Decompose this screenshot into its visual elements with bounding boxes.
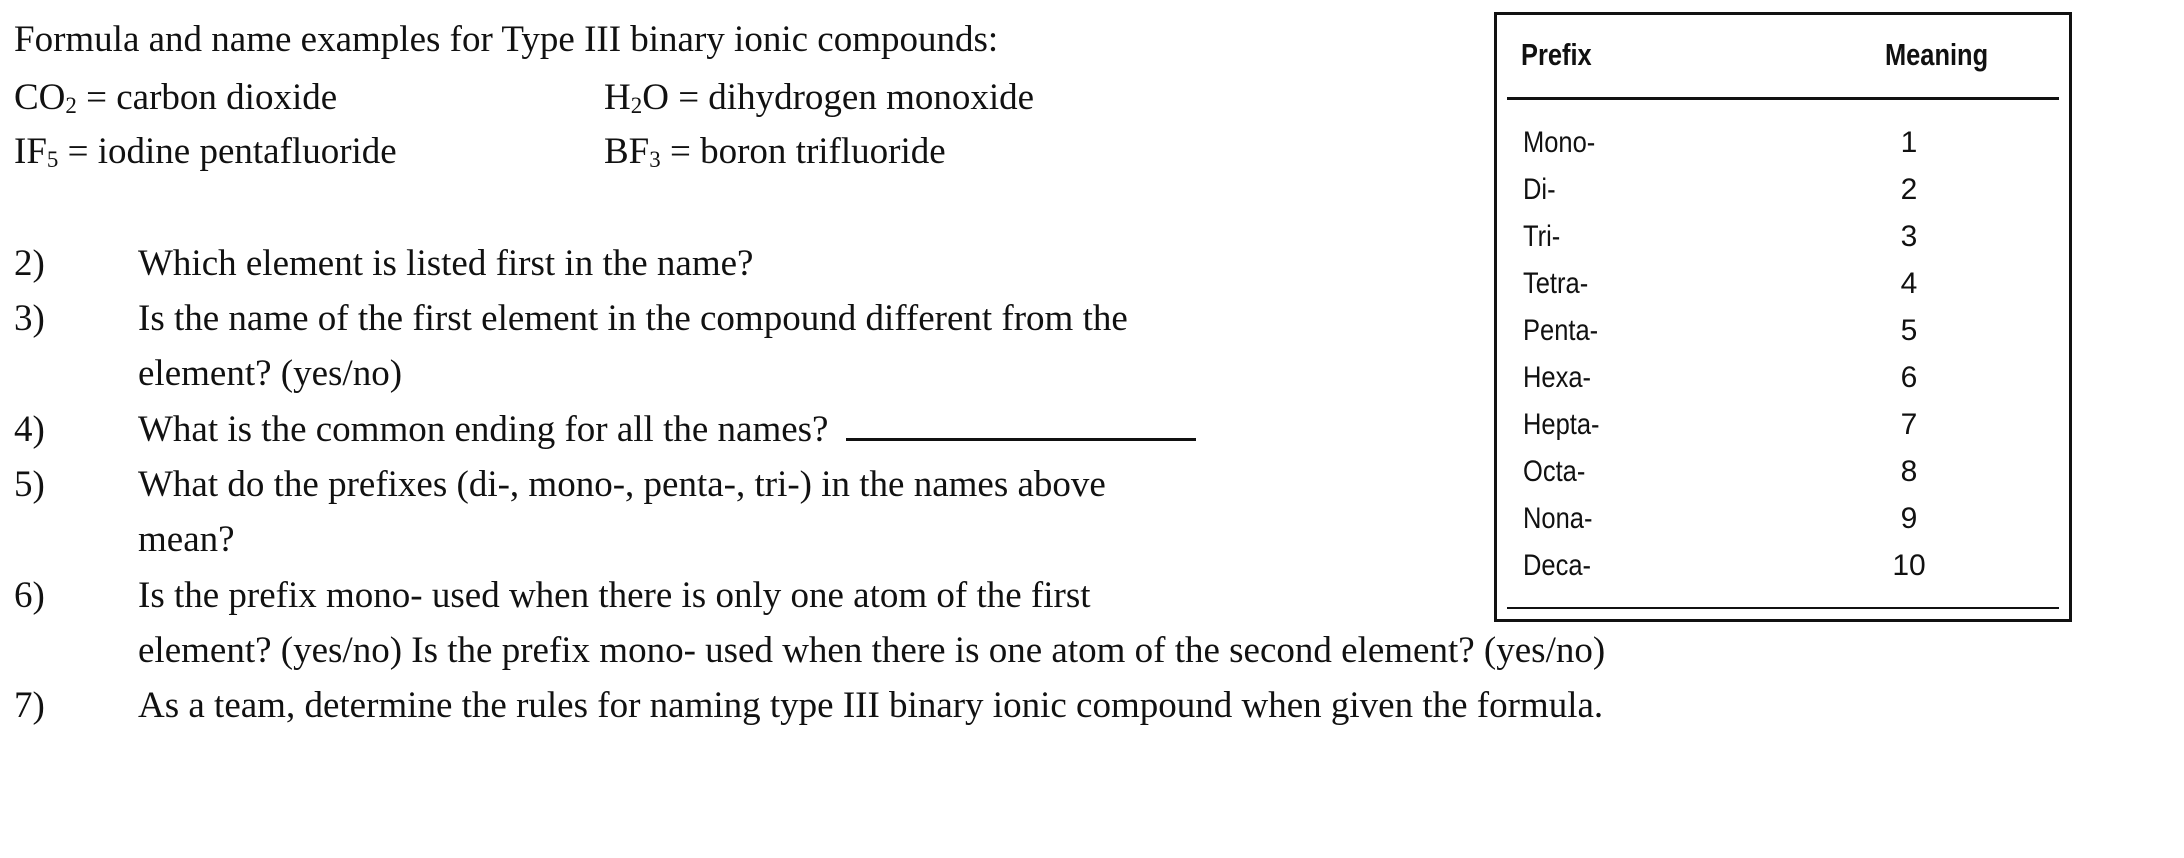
prefix-cell: Hexa- bbox=[1523, 361, 1592, 394]
meaning-cell: 2 bbox=[1900, 173, 1918, 206]
prefix-cell: Penta- bbox=[1523, 314, 1599, 347]
formula-subscript: 2 bbox=[65, 93, 77, 119]
prefix-cell: Tri- bbox=[1523, 220, 1561, 253]
question-text: Is the prefix mono- used when there is only one atom of the first bbox=[138, 575, 1091, 616]
question-number: 7) bbox=[14, 685, 45, 726]
table-row bbox=[1497, 448, 2069, 495]
question-text: Is the name of the first element in the compound different from the bbox=[138, 298, 1128, 339]
formula: H bbox=[604, 77, 631, 118]
header-prefix: Prefix bbox=[1521, 37, 1592, 72]
prefix-cell: Tetra- bbox=[1523, 267, 1589, 300]
table-row bbox=[1497, 495, 2069, 542]
table-row bbox=[1497, 354, 2069, 401]
example-if5 bbox=[14, 130, 397, 174]
answer-blank[interactable] bbox=[846, 408, 1196, 441]
question-text-cont: mean? bbox=[138, 519, 235, 560]
question-text: What is the common ending for all the names? bbox=[138, 409, 829, 450]
question-text-cont: element? (yes/no) bbox=[138, 353, 403, 394]
meaning-cell: 1 bbox=[1900, 126, 1918, 159]
meaning-cell: 7 bbox=[1900, 408, 1918, 441]
intro-heading: Formula and name examples for Type III binary ionic compounds: bbox=[14, 19, 999, 60]
prefix-cell: Hepta- bbox=[1523, 408, 1600, 441]
meaning-cell: 10 bbox=[1892, 549, 1926, 582]
meaning-cell: 4 bbox=[1900, 267, 1918, 300]
question-text: As a team, determine the rules for naming type III binary ionic compound when given the formula. bbox=[138, 685, 1604, 726]
example-bf3 bbox=[604, 130, 946, 174]
table-row bbox=[1497, 166, 2069, 213]
question-number: 6) bbox=[14, 575, 45, 616]
question-number: 4) bbox=[14, 409, 45, 450]
question-text-cont: element? (yes/no) Is the prefix mono- used when there is one atom of the second element? (yes/no) bbox=[138, 630, 1606, 671]
prefix-table bbox=[1494, 12, 2072, 622]
example-h2o bbox=[604, 76, 1034, 120]
question-text-line bbox=[138, 408, 1196, 452]
compound-name: = iodine pentafluoride bbox=[58, 131, 397, 172]
table-row bbox=[1497, 213, 2069, 260]
table-row bbox=[1497, 119, 2069, 166]
table-row bbox=[1497, 260, 2069, 307]
prefix-cell: Deca- bbox=[1523, 549, 1592, 582]
formula: CO bbox=[14, 77, 66, 118]
formula-rest: O bbox=[642, 77, 669, 118]
question-number: 5) bbox=[14, 464, 45, 505]
question-number: 2) bbox=[14, 243, 45, 284]
compound-name: = boron trifluoride bbox=[660, 131, 946, 172]
table-row bbox=[1497, 542, 2069, 589]
meaning-cell: 9 bbox=[1900, 502, 1918, 535]
meaning-cell: 5 bbox=[1900, 314, 1918, 347]
formula-subscript: 2 bbox=[630, 93, 643, 119]
header-meaning: Meaning bbox=[1885, 37, 1989, 72]
prefix-cell: Nona- bbox=[1523, 502, 1593, 535]
formula: BF bbox=[604, 131, 650, 172]
meaning-cell: 3 bbox=[1900, 220, 1918, 253]
formula: IF bbox=[14, 131, 47, 172]
compound-name: = dihydrogen monoxide bbox=[668, 77, 1035, 118]
header-divider bbox=[1507, 97, 2059, 100]
table-row bbox=[1497, 307, 2069, 354]
meaning-cell: 8 bbox=[1900, 455, 1918, 488]
prefix-cell: Di- bbox=[1523, 173, 1556, 206]
question-number: 3) bbox=[14, 298, 45, 339]
question-text: Which element is listed first in the name? bbox=[138, 243, 754, 284]
formula-subscript: 5 bbox=[46, 147, 59, 173]
meaning-cell: 6 bbox=[1900, 361, 1918, 394]
compound-name: = carbon dioxide bbox=[76, 77, 338, 118]
formula-subscript: 3 bbox=[649, 147, 661, 173]
prefix-cell: Octa- bbox=[1523, 455, 1586, 488]
question-text: What do the prefixes (di-, mono-, penta-, tri-) in the names above bbox=[138, 464, 1106, 505]
example-co2 bbox=[14, 76, 337, 120]
table-row bbox=[1497, 401, 2069, 448]
prefix-cell: Mono- bbox=[1523, 126, 1596, 159]
